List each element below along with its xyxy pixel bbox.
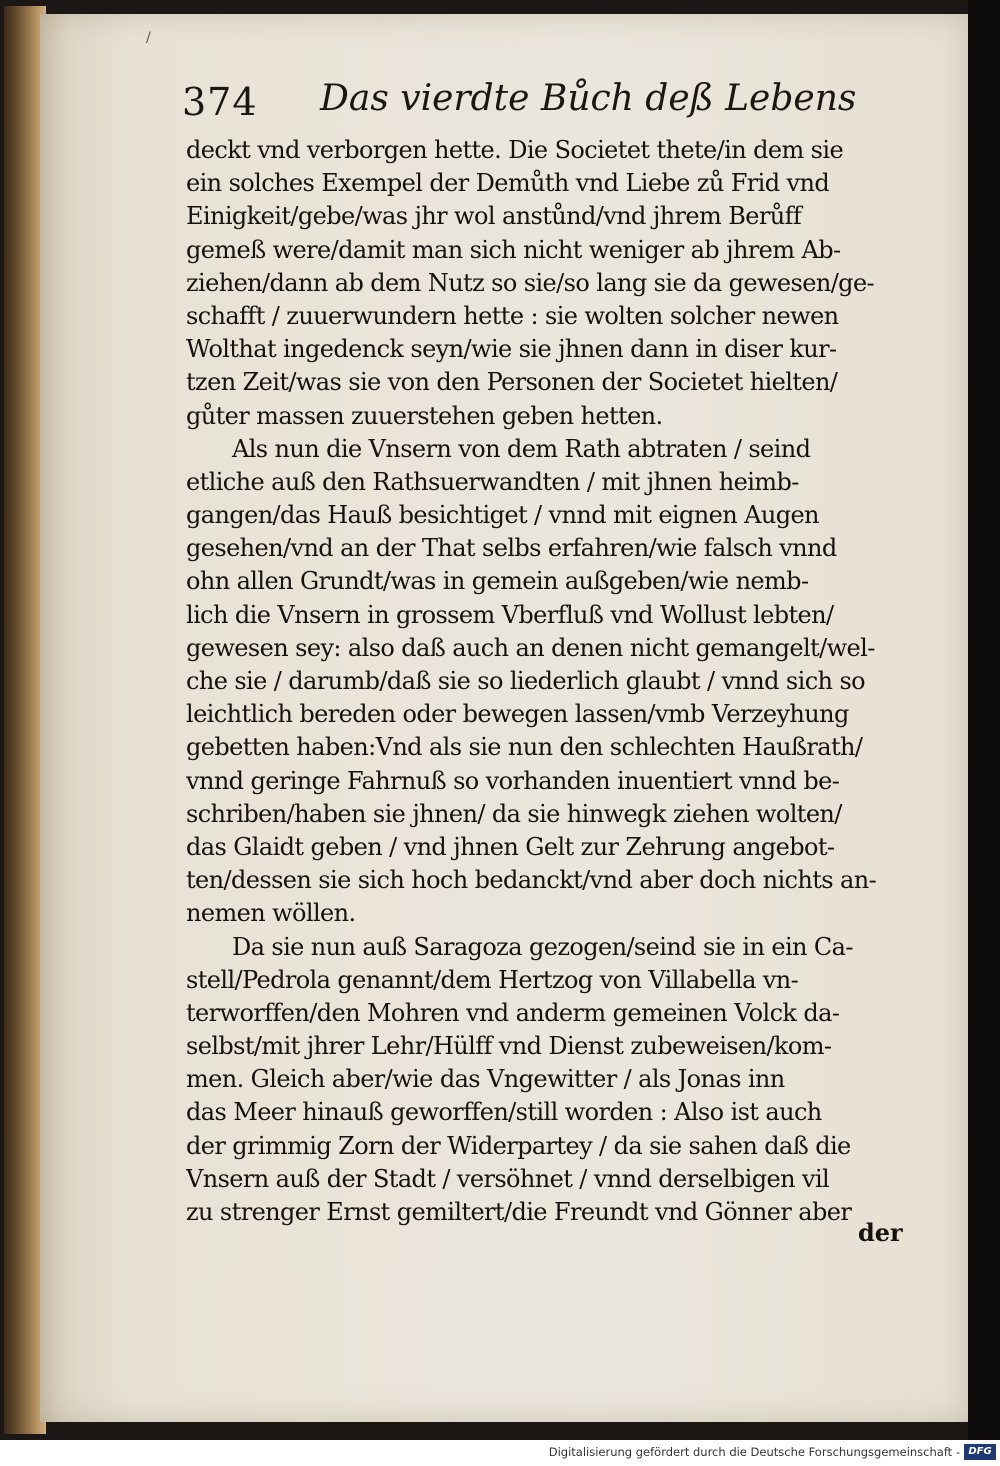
text-line: ohn allen Grundt/was in gemein außgeben/wie nemb- [186, 567, 809, 596]
text-line: gebetten haben:Vnd als sie nun den schlechten Haußrath/ [186, 733, 863, 762]
scan-right-border [968, 0, 1000, 1440]
text-line: etliche auß den Rathsuerwandten / mit jhnen heimb- [186, 467, 799, 496]
text-line: selbst/mit jhrer Lehr/Hülff vnd Dienst zubeweisen/kom- [186, 1032, 832, 1061]
text-line: lich die Vnsern in grossem Vberfluß vnd Wollust lebten/ [186, 600, 834, 629]
text-line: gemeß were/damit man sich nicht weniger ab jhrem Ab- [186, 235, 841, 264]
text-line: vnnd geringe Fahrnuß so vorhanden inuentiert vnnd be- [186, 766, 840, 795]
text-line: das Glaidt geben / vnd jhnen Gelt zur Zehrung angebot- [186, 832, 835, 861]
text-line: der grimmig Zorn der Widerpartey / da sie sahen daß die [186, 1131, 851, 1160]
text-line: gewesen sey: also daß auch an denen nicht gemangelt/wel- [186, 633, 875, 662]
text-line: che sie / darumb/daß sie so liederlich glaubt / vnnd sich so [186, 667, 866, 695]
text-line: stell/Pedrola genannt/dem Hertzog von Villabella vn- [186, 965, 799, 994]
corner-mark: / [146, 30, 151, 46]
text-line: tzen Zeit/was sie von den Personen der Societet hielten/ [186, 368, 838, 397]
text-line: nemen wöllen. [186, 899, 356, 928]
text-line: ten/dessen sie sich hoch bedanckt/vnd aber doch nichts an- [186, 866, 877, 895]
text-line: Wolthat ingedenck seyn/wie sie jhnen dann in diser kur- [186, 335, 837, 364]
text-line: terworffen/den Mohren vnd anderm gemeinen Volck da- [186, 998, 840, 1027]
body-text [186, 134, 910, 1229]
catchword: der [858, 1218, 903, 1247]
text-line: gangen/das Hauß besichtiget / vnnd mit eignen Augen [186, 501, 819, 530]
text-line: Da sie nun auß Saragoza gezogen/seind sie in ein Ca- [232, 932, 853, 961]
text-line: ziehen/dann ab dem Nutz so sie/so lang sie da gewesen/ge- [186, 268, 875, 297]
text-line: gůter massen zuuerstehen geben hetten. [186, 401, 663, 430]
text-line: men. Gleich aber/wie das Vngewitter / als Jonas inn [186, 1065, 785, 1094]
text-line: Einigkeit/gebe/was jhr wol anstůnd/vnd jhrem Berůff [186, 202, 802, 231]
running-head: Das vierdte Bůch deß Lebens [320, 78, 857, 119]
text-line: Als nun die Vnsern von dem Rath abtraten / seind [232, 434, 811, 463]
funding-notice: Digitalisierung gefördert durch die Deutsche Forschungsgemeinschaft - [548, 1445, 960, 1459]
text-line: leichtlich bereden oder bewegen lassen/vmb Verzeyhung [186, 700, 849, 729]
text-line: gesehen/vnd an der That selbs erfahren/wie falsch vnnd [186, 534, 837, 563]
page-number: 374 [182, 80, 258, 124]
text-line: deckt vnd verborgen hette. Die Societet thete/in dem sie [186, 136, 844, 164]
text-line: das Meer hinauß geworffen/still worden : Also ist auch [186, 1098, 822, 1127]
text-line: schriben/haben sie jhnen/ da sie hinwegk ziehen wolten/ [186, 799, 842, 828]
text-line: schafft / zuuerwundern hette : sie wolten solcher newen [186, 301, 839, 330]
text-line: zu strenger Ernst gemiltert/die Freundt vnd Gönner aber [186, 1198, 852, 1226]
text-line: Vnsern auß der Stadt / versöhnet / vnnd derselbigen vil [186, 1164, 830, 1193]
text-line: ein solches Exempel der Demůth vnd Liebe zů Frid vnd [186, 169, 830, 198]
dfg-logo: DFG [964, 1444, 996, 1460]
footer-bar [0, 1440, 1000, 1466]
